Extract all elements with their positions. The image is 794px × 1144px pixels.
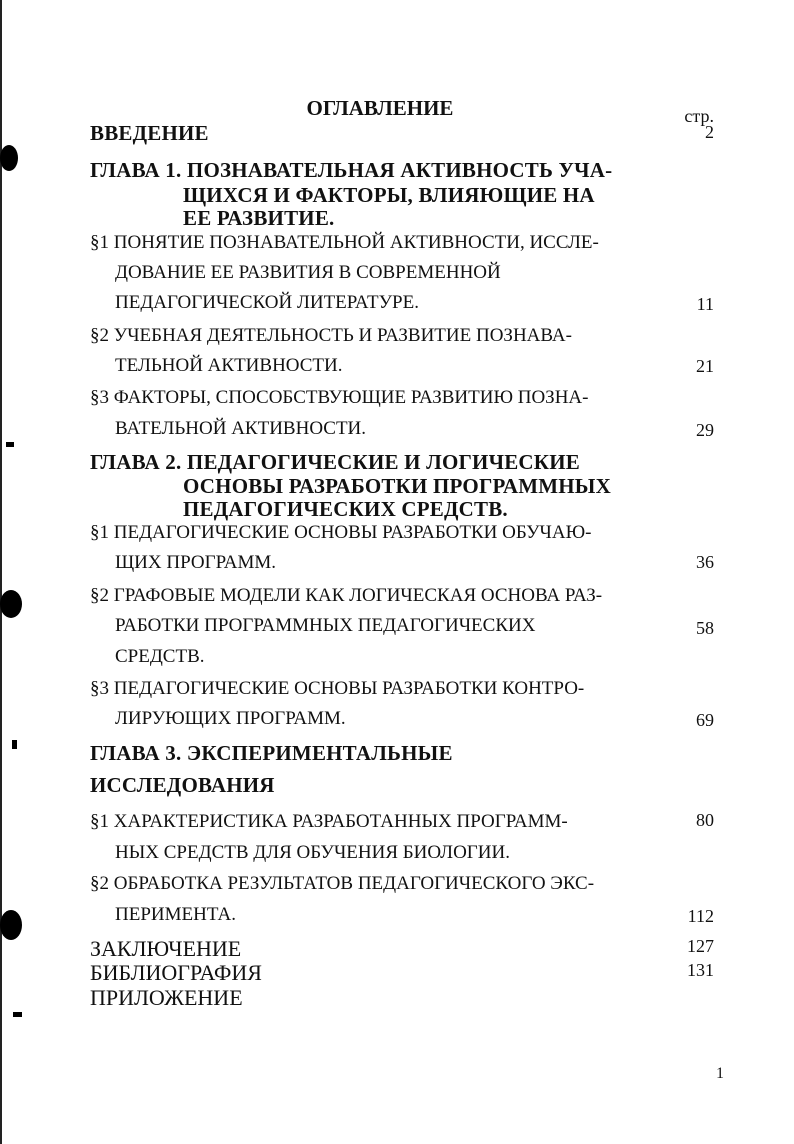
toc-section-3-2: §2 ОБРАБОТКА РЕЗУЛЬТАТОВ ПЕДАГОГИЧЕСКОГО ЭКС-	[90, 873, 595, 894]
toc-section-3-2-page: 112	[687, 906, 714, 926]
toc-section-2-3-page: 69	[696, 710, 714, 730]
toc-section-2-1-page: 36	[696, 552, 714, 572]
toc-intro-page: 2	[705, 122, 714, 142]
toc-section-2-2: §2 ГРАФОВЫЕ МОДЕЛИ КАК ЛОГИЧЕСКАЯ ОСНОВА РАЗ-	[90, 585, 603, 606]
chapter-1-title: ГЛАВА 1. ПОЗНАВАТЕЛЬНАЯ АКТИВНОСТЬ УЧА-	[90, 158, 613, 182]
toc-section-3-2: ПЕРИМЕНТА.	[115, 904, 236, 925]
toc-section-1-3-page: 29	[696, 420, 714, 440]
scan-speck	[12, 740, 17, 749]
toc-section-3-1-page: 80	[696, 810, 714, 830]
toc-section-2-2: РАБОТКИ ПРОГРАММНЫХ ПЕДАГОГИЧЕСКИХ	[115, 615, 536, 636]
toc-section-3-1: НЫХ СРЕДСТВ ДЛЯ ОБУЧЕНИЯ БИОЛОГИИ.	[115, 842, 510, 863]
toc-conclusion-label: ЗАКЛЮЧЕНИЕ	[90, 936, 242, 961]
toc-section-2-3: ЛИРУЮЩИХ ПРОГРАММ.	[115, 708, 346, 729]
scan-speck	[6, 442, 14, 447]
toc-section-2-3: §3 ПЕДАГОГИЧЕСКИЕ ОСНОВЫ РАЗРАБОТКИ КОНТРО-	[90, 678, 585, 699]
chapter-2-title: ОСНОВЫ РАЗРАБОТКИ ПРОГРАММНЫХ	[183, 474, 611, 498]
toc-bibliography-page: 131	[687, 960, 714, 980]
scan-left-edge	[0, 0, 2, 1144]
chapter-1-title: ЕЕ РАЗВИТИЕ.	[183, 206, 335, 230]
toc-conclusion-page: 127	[687, 936, 714, 956]
toc-intro-label: ВВЕДЕНИЕ	[90, 121, 209, 145]
toc-section-2-2-page: 58	[696, 618, 714, 638]
toc-section-1-2: ТЕЛЬНОЙ АКТИВНОСТИ.	[115, 355, 343, 376]
toc-section-1-2-page: 21	[696, 356, 714, 376]
toc-section-1-3: §3 ФАКТОРЫ, СПОСОБСТВУЮЩИЕ РАЗВИТИЮ ПОЗНА-	[90, 387, 589, 408]
toc-bibliography-label: БИБЛИОГРАФИЯ	[90, 960, 262, 985]
toc-section-1-1: §1 ПОНЯТИЕ ПОЗНАВАТЕЛЬНОЙ АКТИВНОСТИ, ИССЛЕ-	[90, 232, 599, 253]
page-column-label: стр.	[684, 106, 714, 126]
toc-section-1-3: ВАТЕЛЬНОЙ АКТИВНОСТИ.	[115, 418, 367, 439]
chapter-1-title: ЩИХСЯ И ФАКТОРЫ, ВЛИЯЮЩИЕ НА	[183, 183, 595, 207]
page-number: 1	[716, 1065, 724, 1082]
toc-section-2-2: СРЕДСТВ.	[115, 646, 205, 667]
toc-section-3-1: §1 ХАРАКТЕРИСТИКА РАЗРАБОТАННЫХ ПРОГРАММ-	[90, 811, 568, 832]
toc-title: ОГЛАВЛЕНИЕ	[306, 96, 454, 120]
chapter-2-title: ГЛАВА 2. ПЕДАГОГИЧЕСКИЕ И ЛОГИЧЕСКИЕ	[90, 450, 580, 474]
scan-speck	[13, 1012, 22, 1017]
toc-section-2-1: §1 ПЕДАГОГИЧЕСКИЕ ОСНОВЫ РАЗРАБОТКИ ОБУЧАЮ-	[90, 522, 592, 543]
punch-hole-mark	[0, 910, 22, 940]
toc-section-1-1: ПЕДАГОГИЧЕСКОЙ ЛИТЕРАТУРЕ.	[115, 292, 419, 313]
toc-section-1-1-page: 11	[696, 294, 714, 314]
chapter-3-title: ГЛАВА 3. ЭКСПЕРИМЕНТАЛЬНЫЕ	[90, 741, 453, 765]
toc-section-1-2: §2 УЧЕБНАЯ ДЕЯТЕЛЬНОСТЬ И РАЗВИТИЕ ПОЗНАВА-	[90, 325, 572, 346]
toc-section-1-1: ДОВАНИЕ ЕЕ РАЗВИТИЯ В СОВРЕМЕННОЙ	[115, 262, 501, 283]
chapter-2-title: ПЕДАГОГИЧЕСКИХ СРЕДСТВ.	[183, 497, 508, 521]
punch-hole-mark	[0, 145, 18, 171]
toc-appendix-label: ПРИЛОЖЕНИЕ	[90, 985, 243, 1010]
punch-hole-mark	[0, 590, 22, 618]
chapter-3-title: ИССЛЕДОВАНИЯ	[90, 773, 275, 797]
toc-section-2-1: ЩИХ ПРОГРАММ.	[115, 552, 276, 573]
